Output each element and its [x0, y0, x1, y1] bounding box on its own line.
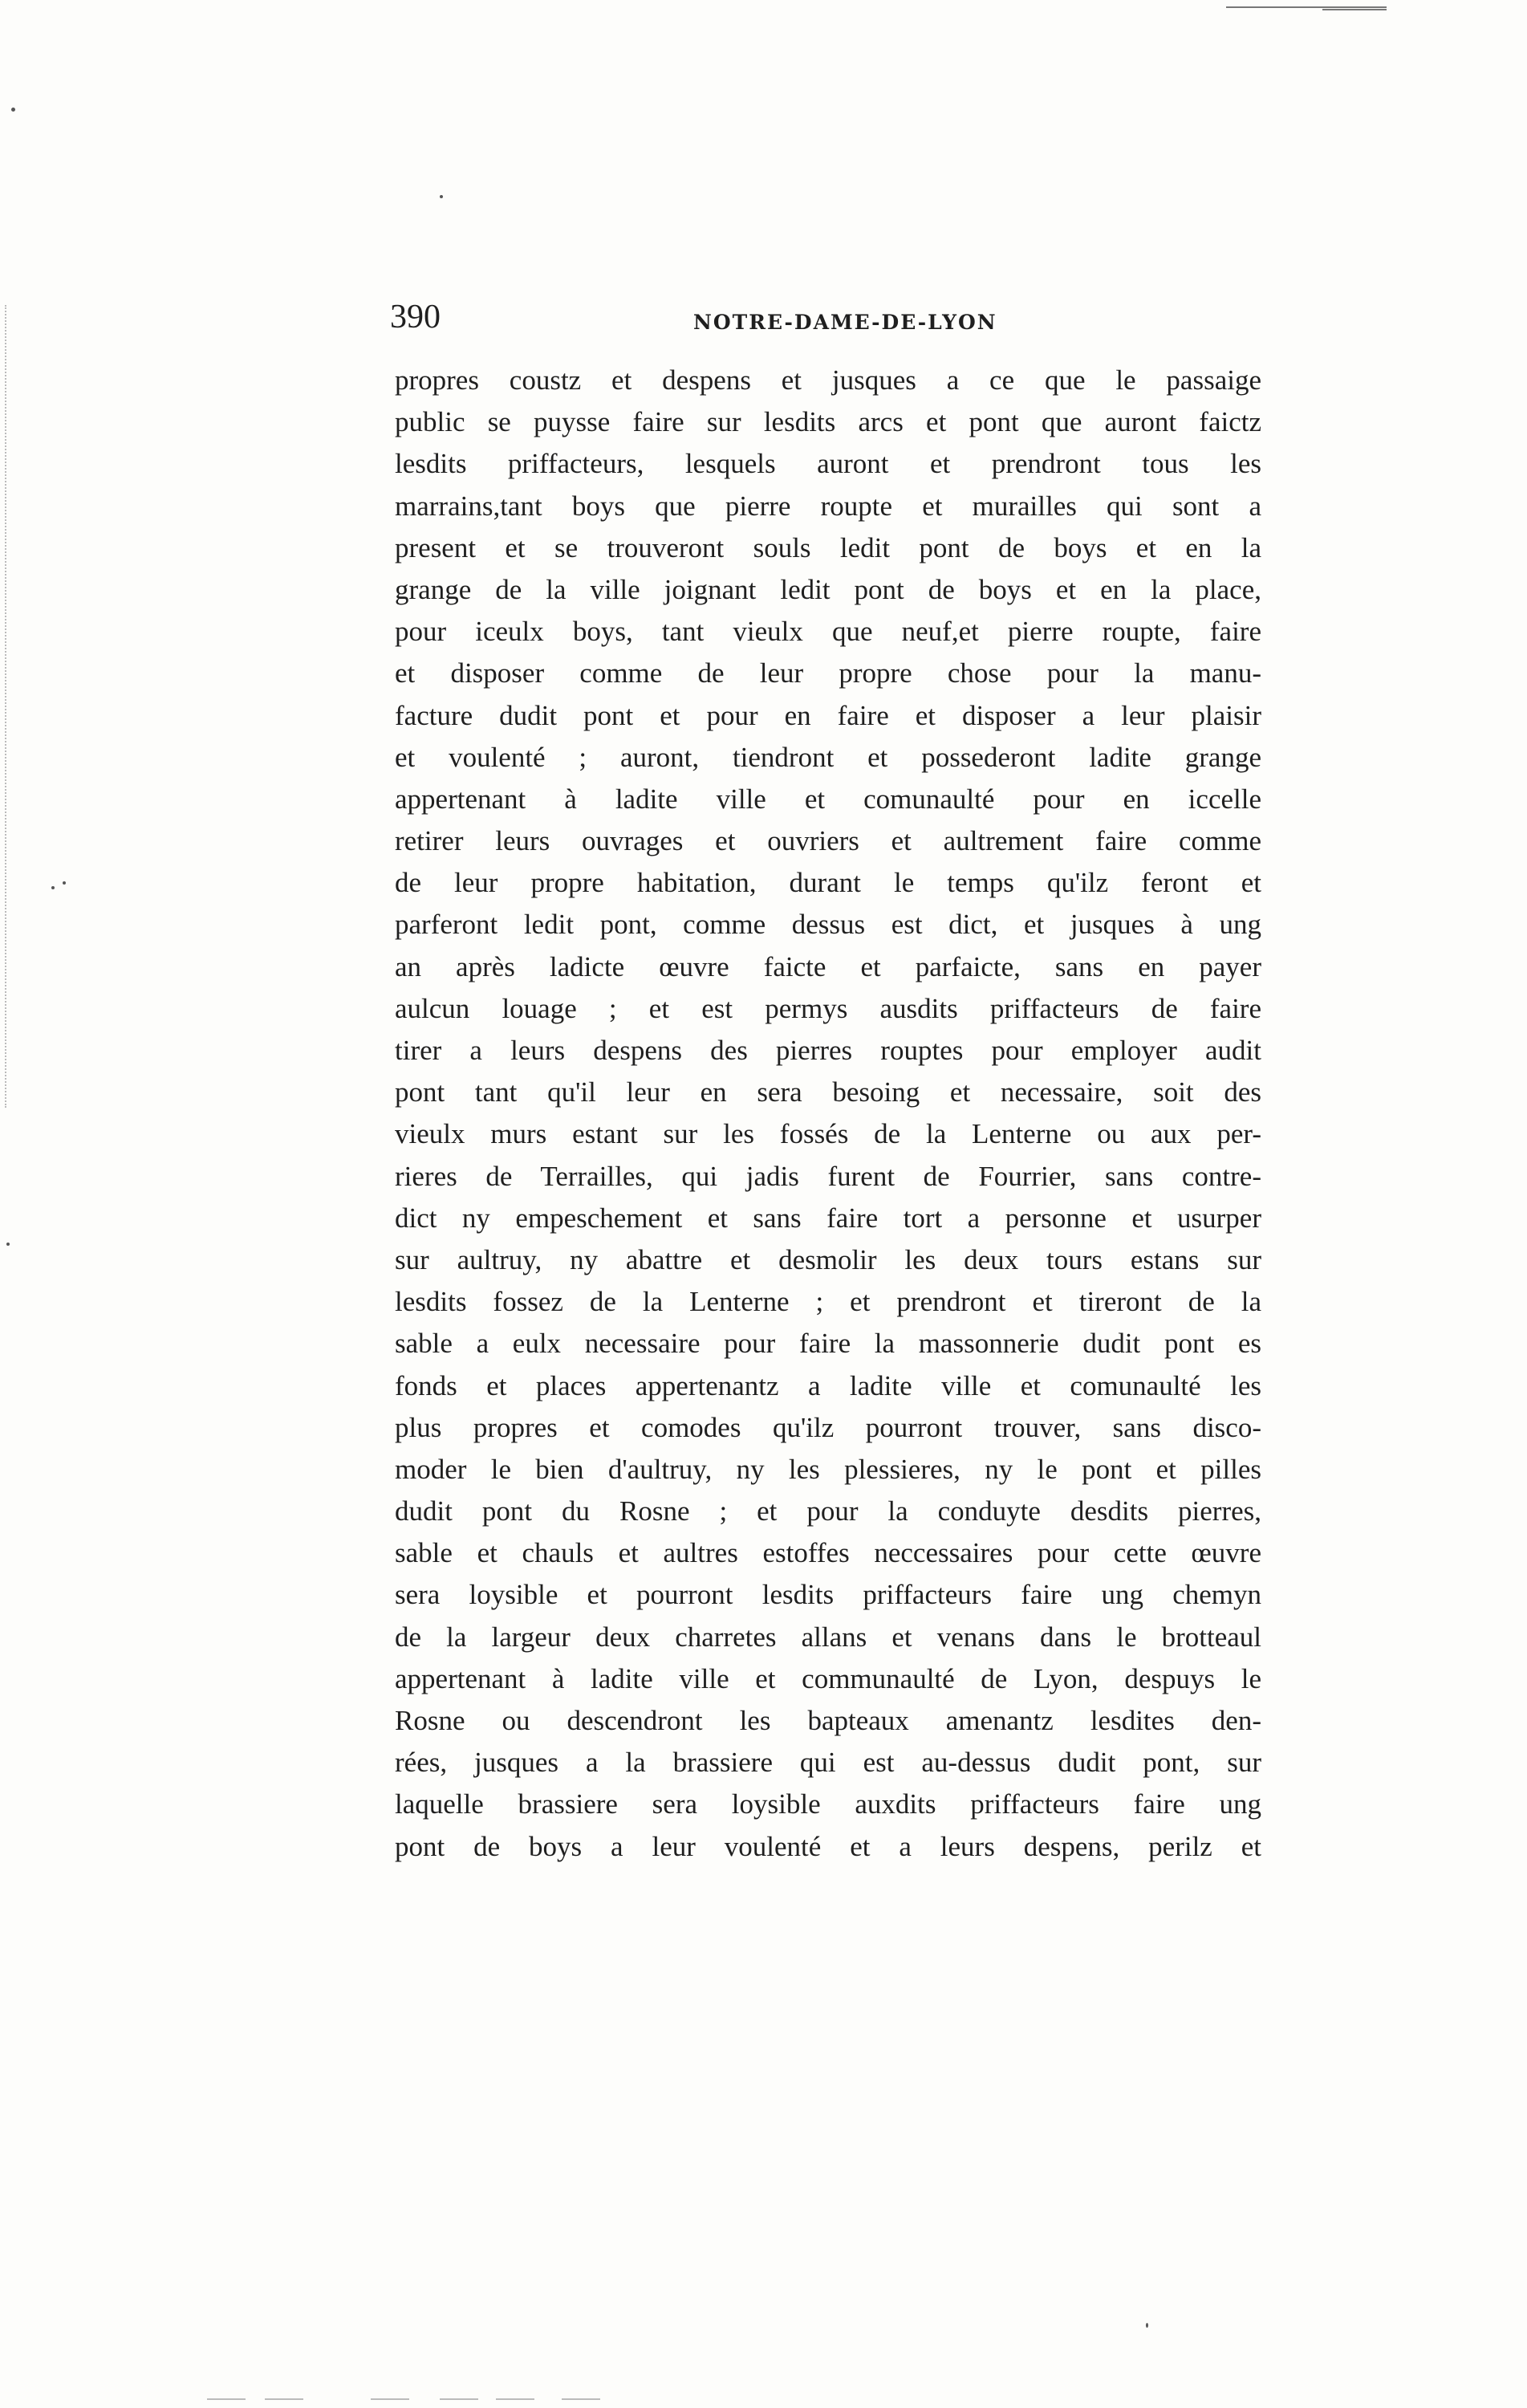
running-title: NOTRE-DAME-DE-LYON — [693, 311, 997, 334]
text-line: de la largeur deux charretes allans et venans dans le brotteaul — [395, 1621, 1261, 1653]
text-line: sable a eulx necessaire pour faire la massonnerie dudit pont es — [395, 1328, 1261, 1360]
scan-edge-mark — [1322, 9, 1387, 10]
text-line: appertenant à ladite ville et communaulté de Lyon, despuys le — [395, 1662, 1261, 1694]
text-line: propres coustz et despens et jusques a ce que le passaige — [395, 364, 1261, 396]
text-line: public se puysse faire sur lesdits arcs et pont que auront faictz — [395, 406, 1261, 438]
scan-edge-mark — [496, 2398, 534, 2400]
text-line: rieres de Terrailles, qui jadis furent de Fourrier, sans contre- — [395, 1160, 1261, 1192]
text-line: rées, jusques a la brassiere qui est au-dessus dudit pont, sur — [395, 1747, 1261, 1779]
text-line: pont tant qu'il leur en sera besoing et necessaire, soit des — [395, 1076, 1261, 1108]
text-line: de leur propre habitation, durant le temps qu'ilz feront et — [395, 867, 1261, 899]
text-line: sur aultruy, ny abattre et desmolir les deux tours estans sur — [395, 1243, 1261, 1275]
text-line: dudit pont du Rosne ; et pour la conduyte desdits pierres, — [395, 1495, 1261, 1527]
text-line: pour iceulx boys, tant vieulx que neuf,et pierre roupte, faire — [395, 616, 1261, 648]
text-line: aulcun louage ; et est permys ausdits priffacteurs de faire — [395, 992, 1261, 1024]
scan-edge-mark — [265, 2398, 303, 2400]
text-line: sera loysible et pourront lesdits priffacteurs faire ung chemyn — [395, 1579, 1261, 1611]
text-line: et disposer comme de leur propre chose pour la manu- — [395, 657, 1261, 689]
binding-edge-marks — [5, 305, 9, 1108]
text-line: et voulenté ; auront, tiendront et possederont ladite grange — [395, 741, 1261, 773]
text-line: marrains,tant boys que pierre roupte et murailles qui sont a — [395, 490, 1261, 522]
text-line: pont de boys a leur voulenté et a leurs despens, perilz et — [395, 1830, 1261, 1862]
speck — [440, 195, 443, 198]
text-line: lesdits priffacteurs, lesquels auront et prendront tous les — [395, 448, 1261, 480]
text-line: moder le bien d'aultruy, ny les plessieres, ny le pont et pilles — [395, 1453, 1261, 1485]
text-line: present et se trouveront souls ledit pont de boys et en la — [395, 531, 1261, 563]
text-line: an après ladicte œuvre faicte et parfaicte, sans en payer — [395, 950, 1261, 982]
text-line: dict ny empeschement et sans faire tort a personne et usurper — [395, 1202, 1261, 1234]
scan-edge-mark — [440, 2398, 478, 2400]
text-line: vieulx murs estant sur les fossés de la Lenterne ou aux per- — [395, 1118, 1261, 1150]
text-line: appertenant à ladite ville et comunaulté pour en iccelle — [395, 783, 1261, 815]
text-line: laquelle brassiere sera loysible auxdits priffacteurs faire ung — [395, 1788, 1261, 1820]
speck — [11, 108, 15, 112]
speck — [63, 881, 66, 885]
text-line: Rosne ou descendront les bapteaux amenantz lesdites den- — [395, 1705, 1261, 1736]
scan-edge-mark — [1226, 6, 1387, 8]
page-header — [390, 299, 1265, 347]
speck — [6, 1243, 10, 1246]
text-line: facture dudit pont et pour en faire et disposer a leur plaisir — [395, 699, 1261, 731]
body-text — [395, 360, 1261, 1868]
speck — [1146, 2323, 1148, 2328]
text-line: sable et chauls et aultres estoffes neccessaires pour cette œuvre — [395, 1537, 1261, 1569]
scan-edge-mark — [371, 2398, 409, 2400]
scan-edge-mark — [207, 2398, 246, 2400]
text-line: retirer leurs ouvrages et ouvriers et aultrement faire comme — [395, 825, 1261, 857]
text-line: lesdits fossez de la Lenterne ; et prendront et tireront de la — [395, 1286, 1261, 1318]
page-number: 390 — [390, 299, 441, 336]
text-line: fonds et places appertenantz a ladite ville et comunaulté les — [395, 1369, 1261, 1401]
text-line: plus propres et comodes qu'ilz pourront trouver, sans disco- — [395, 1411, 1261, 1443]
text-line: tirer a leurs despens des pierres rouptes pour employer audit — [395, 1035, 1261, 1066]
text-line: grange de la ville joignant ledit pont de boys et en la place, — [395, 573, 1261, 605]
scan-edge-mark — [562, 2398, 600, 2400]
speck — [51, 886, 55, 889]
text-line: parferont ledit pont, comme dessus est dict, et jusques à ung — [395, 909, 1261, 941]
